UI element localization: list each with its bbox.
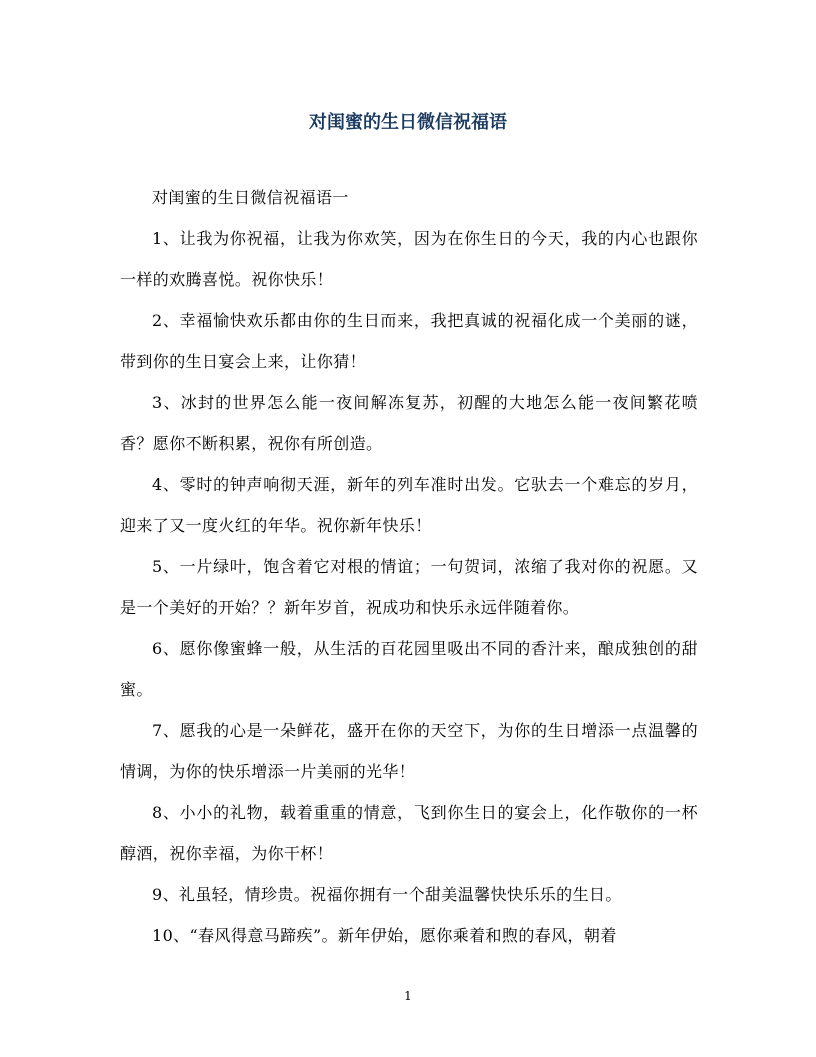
paragraph: 2、幸福愉快欢乐都由你的生日而来，我把真诚的祝福化成一个美丽的谜，带到你的生日宴会上来，让你猜！ [120,311,698,371]
section-heading: 对闺蜜的生日微信祝福语一 [152,188,349,207]
page-number: 1 [404,989,412,1003]
paragraph: 7、愿我的心是一朵鲜花，盛开在你的天空下，为你的生日增添一点温馨的情调，为你的快乐增添一片美丽的光华！ [120,721,698,781]
paragraph: 4、零时的钟声响彻天涯，新年的列车准时出发。它驮去一个难忘的岁月，迎来了又一度火红的年华。祝你新年快乐！ [120,475,698,535]
paragraph: 9、礼虽轻，情珍贵。祝福你拥有一个甜美温馨快快乐乐的生日。 [152,885,622,904]
paragraph: 5、一片绿叶，饱含着它对根的情谊；一句贺词，浓缩了我对你的祝愿。又是一个美好的开始？？新年岁首，祝成功和快乐永远伴随着你。 [120,557,698,617]
paragraph: 6、愿你像蜜蜂一般，从生活的百花园里吸出不同的香汁来，酿成独创的甜蜜。 [120,639,698,699]
paragraph: 3、冰封的世界怎么能一夜间解冻复苏，初醒的大地怎么能一夜间繁花喷香？愿你不断积累，祝你有所创造。 [120,393,698,453]
document-title: 对闺蜜的生日微信祝福语 [309,112,507,133]
paragraph: 10、“春风得意马蹄疾”。新年伊始，愿你乘着和煦的春风，朝着 [152,926,617,945]
document-body [120,177,698,956]
paragraph: 1、让我为你祝福，让我为你欢笑，因为在你生日的今天，我的内心也跟你一样的欢腾喜悦。祝你快乐！ [120,229,698,289]
paragraph: 8、小小的礼物，载着重重的情意，飞到你生日的宴会上，化作敬你的一杯醇酒，祝你幸福，为你干杯！ [120,803,698,863]
